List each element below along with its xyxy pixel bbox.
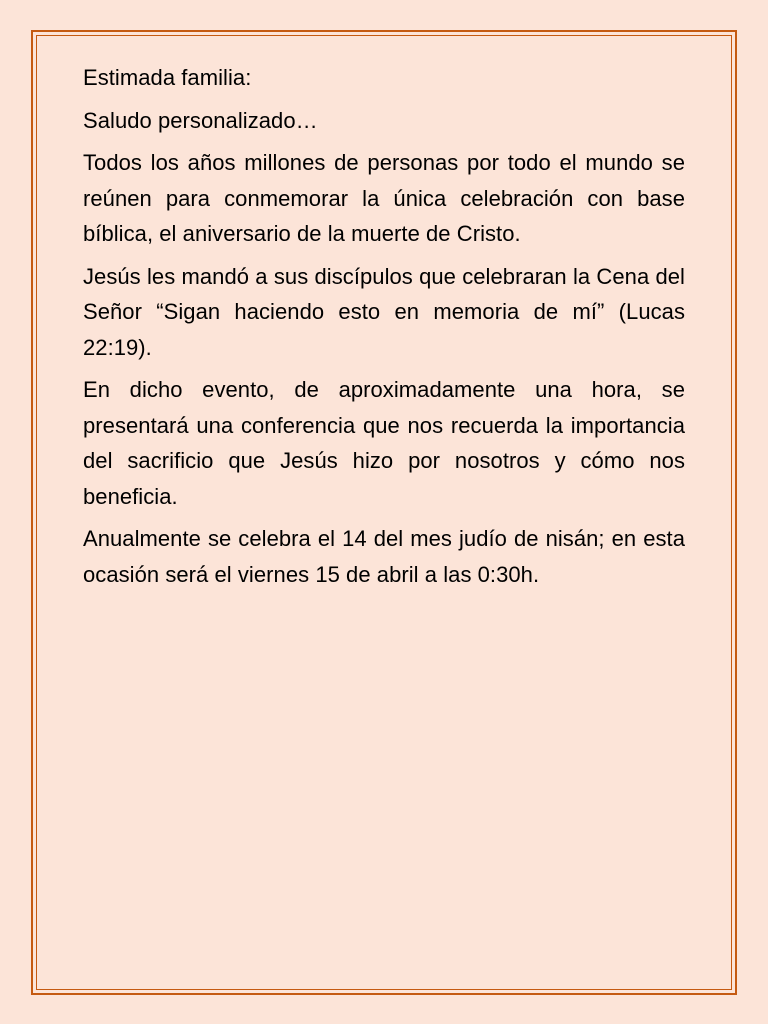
paragraph-date: Anualmente se celebra el 14 del mes judío de nisán; en esta ocasión será el viernes 15 de abril a las 0:30h. bbox=[83, 526, 685, 587]
paragraph-intro: Todos los años millones de personas por todo el mundo se reúnen para conmemorar la única celebración con base bíblica, el aniversario de la muerte de Cristo. bbox=[83, 150, 685, 246]
paragraph-command: Jesús les mandó a sus discípulos que celebraran la Cena del Señor “Sigan haciendo esto en memoria de mí” (Lucas 22:19). bbox=[83, 263, 685, 360]
letter-body bbox=[83, 60, 685, 599]
salutation: Saludo personalizado… bbox=[83, 107, 318, 133]
paragraph-event: En dicho evento, de aproximadamente una hora, se presentará una conferencia que nos recuerda la importancia del sacrificio que Jesús hizo por nosotros y cómo nos beneficia. bbox=[83, 377, 685, 509]
greeting: Estimada familia: bbox=[83, 65, 252, 90]
